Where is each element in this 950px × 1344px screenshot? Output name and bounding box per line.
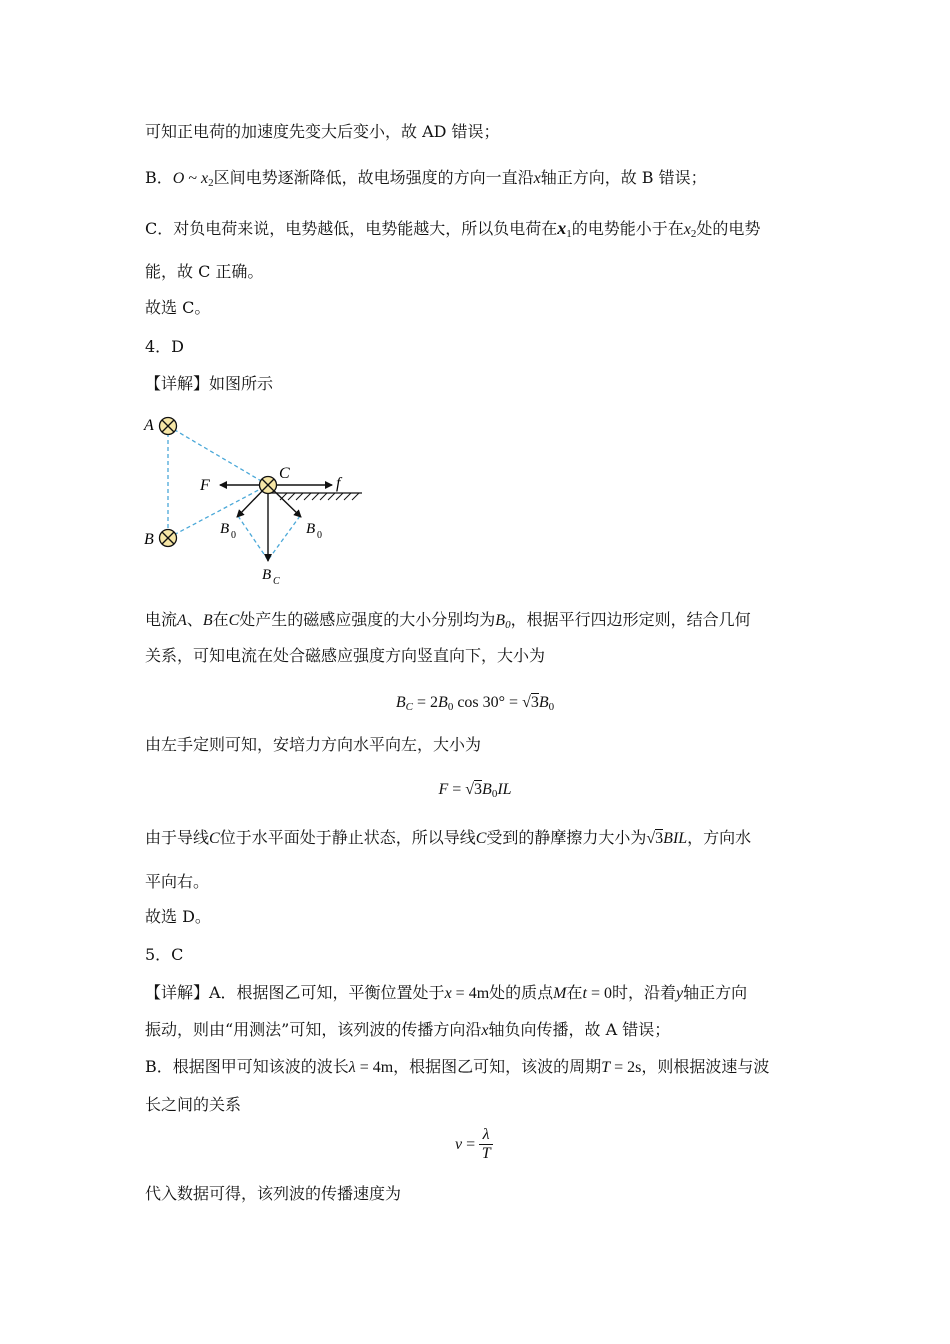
math-symbol: = 2s [610,1059,642,1076]
text-line-12 [145,872,209,892]
math-subscript: 2 [208,177,214,189]
paragraph-text: ，方向水 [687,828,752,847]
label-bc: B [262,567,272,583]
dashed-line-ac [168,426,268,485]
math-symbol: B [495,612,506,629]
paragraph-text: 由于导线 [145,828,210,847]
math-subscript: 0 [447,701,454,713]
math-symbol: O [172,170,185,187]
math-symbol: = 4m [355,1059,394,1076]
paragraph-text: 时，沿着 [611,983,676,1002]
paragraph-text: 、 [186,610,203,629]
dashed-parallelogram-right [268,516,300,560]
text-line-18 [145,1095,241,1115]
math-symbol: C [209,830,220,847]
paragraph-text: 可知正电荷的加速度先变大后变小，故 AD 错误； [145,122,500,141]
equation-f [0,778,950,805]
math-symbol: B [395,694,406,711]
sqrt-symbol: √ [465,781,475,798]
text-line-13 [145,907,211,927]
paragraph-text: 电流 [145,610,178,629]
math-symbol: x [533,170,541,187]
paragraph-text: 区间电势逐渐降低，故电场强度的方向一直沿 [213,168,534,187]
math-symbol: B [482,781,492,798]
math-symbol: B [202,612,213,629]
text-line-10 [145,735,481,755]
dashed-parallelogram-left [238,516,268,560]
paragraph-text: 故选 C。 [145,298,211,317]
label-force-f: F [200,477,210,494]
paragraph-text: ，根据图乙可知，该波的周期 [393,1057,602,1076]
math-subscript: 2 [690,228,697,240]
fraction [479,1126,493,1163]
math-radicand: 3 [530,694,539,711]
paragraph-text: 在 [212,610,229,629]
math-symbol: t [582,985,587,1002]
label-c: C [279,465,290,482]
math-symbol: ~ [184,170,201,187]
dashed-line-bc [168,485,268,538]
label-b: B [144,531,154,548]
option-b-label: B． [145,168,173,187]
math-symbol: = [448,781,466,798]
math-radicand: 3 [655,830,664,847]
label-b0-left: B [220,521,230,537]
paragraph-text: 轴正方向，故 B 错误； [540,168,707,187]
math-radicand: 3 [474,781,483,798]
paragraph-text: 位于水平面处于静止状态，所以导线 [219,828,476,847]
label-friction-f: f [336,475,341,492]
paragraph-text: 长之间的关系 [145,1095,242,1114]
math-symbol: = 4m [451,985,490,1002]
question-number-4 [145,337,184,357]
text-line-3 [145,218,760,244]
text-line-7 [145,374,273,394]
math-symbol: x [481,1022,489,1039]
text-line-1 [145,122,500,142]
text-line-4 [145,262,263,282]
math-symbol: = [462,1135,480,1153]
math-subscript: 0 [548,701,555,713]
text-line-2 [145,168,707,193]
math-symbol: IL [497,781,512,798]
sqrt-symbol: √ [522,694,531,711]
paragraph-text: 代入数据可得，该列波的传播速度为 [145,1184,402,1203]
question-number-5 [145,945,183,965]
magnetic-field-diagram [140,408,380,590]
math-symbol: cos 30° = [453,694,523,711]
label-b0-right-subscript: 0 [317,530,322,541]
math-symbol: B [438,694,448,711]
paragraph-text: 【详解】A．根据图乙可知，平衡位置处于 [145,983,445,1002]
paragraph-text: 振动，则由“用测法”可知，该列波的传播方向沿 [145,1020,482,1039]
paragraph-text: 轴负向传播，故 A 错误； [488,1020,671,1039]
ground-hatching [280,493,359,500]
math-symbol: B [538,694,549,711]
fraction-denominator: T [481,1145,491,1162]
math-symbol: x [444,985,452,1002]
paragraph-text: 处产生的磁感应强度的大小分别均为 [239,610,496,629]
math-symbol: C [475,830,487,847]
wire-b-icon [160,530,177,547]
paragraph-text: 关系，可知电流在处合磁感应强度方向竖直向下，大小为 [145,646,546,665]
text-line-5 [145,298,210,318]
math-symbol: λ [348,1059,356,1076]
math-subscript: C [405,701,413,713]
text-line-16 [145,1020,670,1041]
paragraph-text: ，则根据波速与波 [641,1057,770,1076]
text-line-17 [145,1057,769,1078]
answer-heading: 5．C [145,945,184,964]
paragraph-text: ，根据平行四边形定则，结合几何 [510,610,751,629]
math-symbol: C [228,612,240,629]
math-symbol: F [438,781,449,798]
math-symbol: v [455,1135,463,1153]
paragraph-text: 能，故 C 正确。 [145,262,264,281]
paragraph-text: 轴正方向 [683,983,748,1002]
math-symbol: x [683,221,691,238]
answer-heading: 4．D [145,337,185,356]
label-b0-left-subscript: 0 [231,530,236,541]
math-subscript: 0 [491,788,498,800]
math-symbol: M [553,985,567,1002]
text-line-15 [145,983,747,1004]
label-a: A [144,417,154,434]
label-b0-right: B [306,521,316,537]
math-symbol: BIL [663,830,688,847]
paragraph-text: 由左手定则可知，安培力方向水平向左，大小为 [145,735,482,754]
math-subscript: 1 [566,228,572,240]
wire-c-icon [260,477,277,494]
math-symbol: = 0 [586,985,612,1002]
paragraph-text: 处的电势 [696,219,761,238]
paragraph-text: 在 [566,983,583,1002]
text-line-8 [145,610,751,635]
paragraph-text: 【详解】如图所示 [145,374,274,393]
equation-bc [0,691,950,718]
math-symbol: T [601,1059,611,1076]
paragraph-text: 处的质点 [489,983,554,1002]
label-bc-subscript: C [273,576,280,587]
math-symbol: = 2 [413,694,439,711]
paragraph-text: 受到的静摩擦力大小为 [486,828,647,847]
fraction-numerator: λ [482,1126,490,1143]
text-line-9 [145,646,545,666]
math-symbol: A [177,612,187,629]
math-symbol: y [676,985,684,1002]
paragraph-text: 故选 D。 [145,907,211,926]
paragraph-text: 平向右。 [145,872,210,891]
paragraph-text: 的电势能小于在 [571,219,684,238]
text-line-19 [145,1184,401,1204]
equation-v [455,1126,493,1163]
math-subscript: 0 [505,619,511,631]
paragraph-text: C．对负电荷来说，电势越低，电势能越大，所以负电荷在 [145,219,558,238]
math-symbol: x [557,218,567,238]
wire-a-icon [160,418,177,435]
math-symbol: x [200,170,209,187]
text-line-11 [145,828,751,849]
paragraph-text: B．根据图甲可知该波的波长 [145,1057,349,1076]
sqrt-symbol: √ [646,830,656,847]
